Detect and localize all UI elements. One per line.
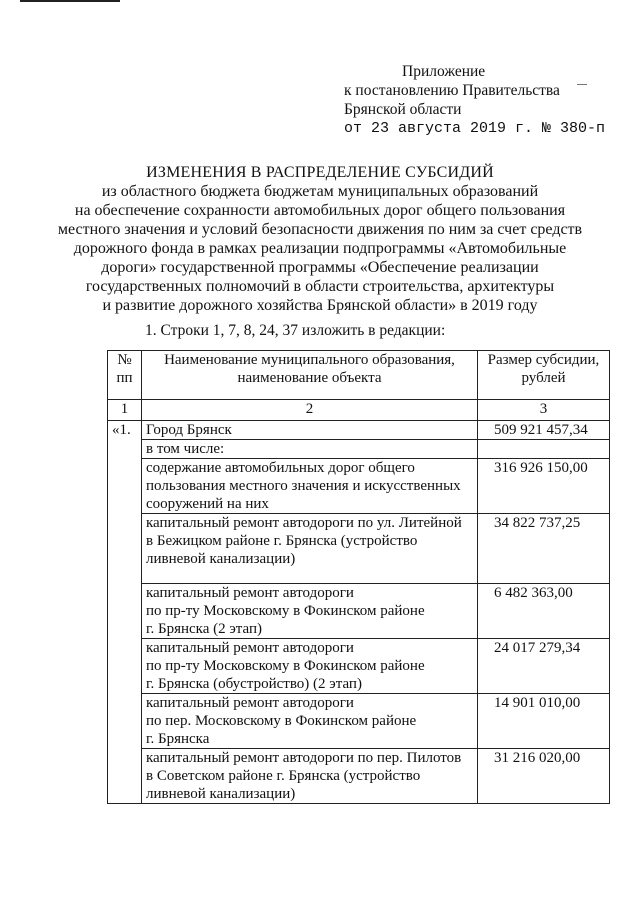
row-number xyxy=(108,749,142,804)
title-main: ИЗМЕНЕНИЯ В РАСПРЕДЕЛЕНИЕ СУБСИДИЙ xyxy=(146,164,494,181)
top-scan-line xyxy=(20,0,120,2)
row-number xyxy=(108,584,142,639)
row-amount: 34 822 737,25 xyxy=(478,514,610,584)
row-amount: 31 216 020,00 xyxy=(478,749,610,804)
title-line-3: местного значения и условий безопасности движения по ним за счет средств xyxy=(57,221,583,238)
title-line-1: из областного бюджета бюджетам муниципальных образований xyxy=(101,183,539,200)
row-name: капитальный ремонт автодороги по ул. Литейной в Бежицком районе г. Брянска (устройство ливневой канализации) xyxy=(142,514,478,584)
title-line-5: дороги» государственной программы «Обеспечение реализации xyxy=(101,259,539,276)
title-subtitle xyxy=(0,182,640,315)
header-amount: Размер субсидии, рублей xyxy=(478,351,610,400)
scan-dash-mark xyxy=(577,84,587,85)
row-amount: 24 017 279,34 xyxy=(478,639,610,694)
table-row xyxy=(108,749,610,804)
appendix-line-1: Приложение xyxy=(402,63,486,80)
row-amount: 316 926 150,00 xyxy=(478,459,610,514)
table-row xyxy=(108,421,610,440)
row-number xyxy=(108,459,142,514)
table-header-row xyxy=(108,351,610,400)
row-name: содержание автомобильных дорог общего пользования местного значения и искусственных сооружений на них xyxy=(142,459,478,514)
title-line-4: дорожного фонда в рамках реализации подпрограммы «Автомобильные xyxy=(73,240,567,257)
row-amount: 6 482 363,00 xyxy=(478,584,610,639)
header-name: Наименование муниципального образования, наименование объекта xyxy=(142,351,478,400)
title-line-6: государственных полномочий в области строительства, архитектуры xyxy=(85,278,555,295)
instruction-text: 1. Строки 1, 7, 8, 24, 37 изложить в редакции: xyxy=(145,322,446,339)
numbering-cell-3: 3 xyxy=(478,400,610,421)
table-row xyxy=(108,459,610,514)
header-number: № пп xyxy=(108,351,142,400)
document-title xyxy=(0,163,640,315)
table-row xyxy=(108,639,610,694)
row-name: в том числе: xyxy=(142,440,478,459)
row-name: Город Брянск xyxy=(142,421,478,440)
appendix-date-number: от 23 августа 2019 г. № 380-п xyxy=(344,120,606,137)
table-row xyxy=(108,514,610,584)
row-name: капитальный ремонт автодороги по пр-ту Московскому в Фокинском районе г. Брянска (2 этап) xyxy=(142,584,478,639)
row-amount xyxy=(478,440,610,459)
row-number xyxy=(108,514,142,584)
title-line-2: на обеспечение сохранности автомобильных дорог общего пользования xyxy=(74,202,566,219)
row-name: капитальный ремонт автодороги по пер. Пилотов в Советском районе г. Брянска (устройство ливневой канализации) xyxy=(142,749,478,804)
title-line-7: и развитие дорожного хозяйства Брянской области» в 2019 году xyxy=(102,297,538,314)
numbering-cell-2: 2 xyxy=(142,400,478,421)
row-amount: 14 901 010,00 xyxy=(478,694,610,749)
table-row xyxy=(108,440,610,459)
row-name: капитальный ремонт автодороги по пер. Московскому в Фокинском районе г. Брянска xyxy=(142,694,478,749)
numbering-cell-1: 1 xyxy=(108,400,142,421)
appendix-line-2: к постановлению Правительства xyxy=(344,82,560,99)
subsidy-table xyxy=(107,350,610,804)
row-number xyxy=(108,440,142,459)
row-amount: 509 921 457,34 xyxy=(478,421,610,440)
appendix-block xyxy=(344,62,605,138)
row-number: «1. xyxy=(108,421,142,440)
table-row xyxy=(108,584,610,639)
appendix-line-3: Брянской области xyxy=(344,101,462,118)
table-numbering-row xyxy=(108,400,610,421)
row-name: капитальный ремонт автодороги по пр-ту Московскому в Фокинском районе г. Брянска (обустройство) (2 этап) xyxy=(142,639,478,694)
row-number xyxy=(108,694,142,749)
row-number xyxy=(108,639,142,694)
table-row xyxy=(108,694,610,749)
